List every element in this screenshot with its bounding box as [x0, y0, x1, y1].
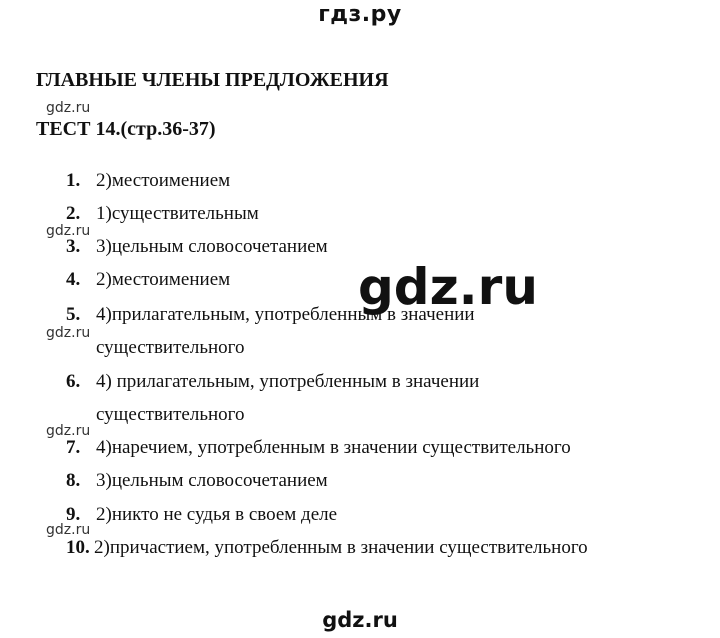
- answer-number: 5.: [66, 304, 81, 325]
- answer-number: 1.: [66, 170, 81, 191]
- answer-item-5: [66, 304, 475, 326]
- answer-item-9: [66, 504, 337, 526]
- answer-item-8: [66, 470, 328, 492]
- answer-number: 10.: [66, 537, 90, 558]
- answer-text: 4)прилагательным, употребленным в значении: [96, 304, 475, 325]
- test-title: ТЕСТ 14.(стр.36-37): [36, 118, 216, 140]
- answer-number: 7.: [66, 437, 81, 458]
- footer-watermark: gdz.ru: [322, 608, 398, 632]
- answer-text: 3)цельным словосочетанием: [96, 470, 328, 491]
- answer-item-3: [66, 236, 328, 258]
- watermark-small: gdz.ru: [46, 522, 91, 538]
- answer-item-7: [66, 437, 571, 459]
- watermark-small: gdz.ru: [46, 423, 91, 439]
- answer-number: 9.: [66, 504, 81, 525]
- answer-item-2: [66, 203, 259, 225]
- answer-item-4: [66, 269, 230, 291]
- answer-number: 8.: [66, 470, 81, 491]
- answer-text: 3)цельным словосочетанием: [96, 236, 328, 257]
- watermark-small: gdz.ru: [46, 325, 91, 341]
- answer-text: 2)никто не судья в своем деле: [96, 504, 338, 525]
- answer-number: 2.: [66, 203, 81, 224]
- answer-continuation: существительного: [96, 337, 245, 358]
- answer-text: 2)местоимением: [96, 269, 231, 290]
- answer-item-6: [66, 371, 479, 393]
- answer-item-10: [66, 537, 588, 559]
- answer-text: 1)существительным: [96, 203, 259, 224]
- answer-number: 4.: [66, 269, 81, 290]
- answer-text: 4)наречием, употребленным в значении существительного: [96, 437, 571, 458]
- answer-continuation: существительного: [96, 404, 245, 425]
- site-logo: гдз.ру: [318, 2, 402, 27]
- answer-number: 3.: [66, 236, 81, 257]
- answer-number: 6.: [66, 371, 81, 392]
- watermark-small: gdz.ru: [46, 100, 91, 116]
- answer-text: 2)местоимением: [96, 170, 231, 191]
- answer-text: 2)причастием, употребленным в значении существительного: [94, 537, 588, 558]
- watermark-large: gdz.ru: [358, 258, 538, 316]
- watermark-small: gdz.ru: [46, 223, 91, 239]
- section-title: ГЛАВНЫЕ ЧЛЕНЫ ПРЕДЛОЖЕНИЯ: [36, 69, 389, 91]
- answer-text: 4) прилагательным, употребленным в значении: [96, 371, 480, 392]
- answer-item-1: [66, 170, 230, 192]
